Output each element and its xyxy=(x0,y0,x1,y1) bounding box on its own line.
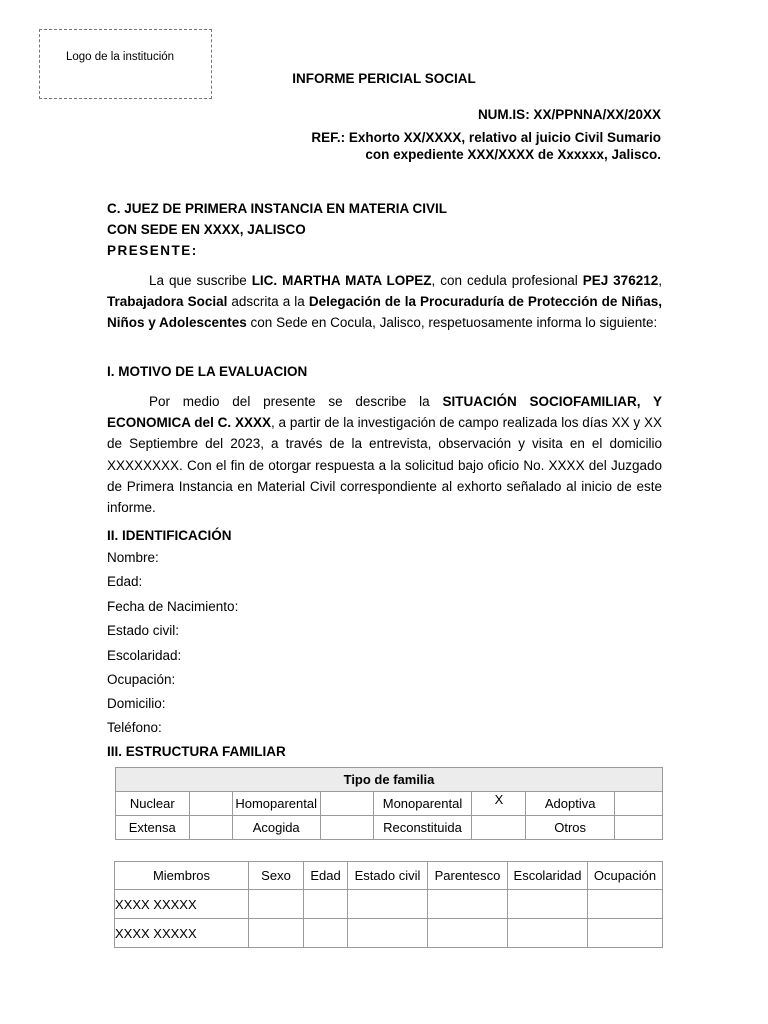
column-header: Miembros xyxy=(115,862,249,890)
field-domicilio: Domicilio: xyxy=(107,696,166,711)
reference-line-1: REF.: Exhorto XX/XXXX, relativo al juicio Civil Sumario xyxy=(311,130,661,145)
table-cell: Homoparental xyxy=(232,792,320,816)
column-header: Escolaridad xyxy=(508,862,588,890)
table-cell xyxy=(348,919,428,948)
table-row xyxy=(116,816,663,840)
section-3-heading: III. ESTRUCTURA FAMILIAR xyxy=(107,744,286,759)
table-cell: Monoparental xyxy=(373,792,472,816)
table-header-row xyxy=(115,862,663,890)
table-row xyxy=(115,919,663,948)
table-cell xyxy=(304,919,348,948)
table-cell: Acogida xyxy=(232,816,320,840)
table-cell xyxy=(249,919,304,948)
table-cell: XXXX XXXXX xyxy=(115,919,249,948)
table-row xyxy=(115,890,663,919)
document-title: INFORME PERICIAL SOCIAL xyxy=(292,71,476,86)
field-ocupacion: Ocupación: xyxy=(107,672,176,687)
field-telefono: Teléfono: xyxy=(107,720,162,735)
field-estado-civil: Estado civil: xyxy=(107,623,180,638)
field-escolaridad: Escolaridad: xyxy=(107,648,182,663)
table-cell xyxy=(508,890,588,919)
table-cell: XXXX XXXXX xyxy=(115,890,249,919)
column-header: Edad xyxy=(304,862,348,890)
column-header: Estado civil xyxy=(348,862,428,890)
table-cell-checked: X xyxy=(472,792,526,816)
institution-logo-placeholder xyxy=(39,29,212,99)
column-header: Ocupación xyxy=(588,862,663,890)
table-cell xyxy=(614,816,662,840)
table-cell: Otros xyxy=(526,816,614,840)
addressee-line-1: C. JUEZ DE PRIMERA INSTANCIA EN MATERIA CIVIL xyxy=(107,201,448,216)
table-cell xyxy=(588,890,663,919)
field-nombre: Nombre: xyxy=(107,550,159,565)
table-cell: Extensa xyxy=(116,816,190,840)
table-cell xyxy=(320,792,373,816)
column-header: Sexo xyxy=(249,862,304,890)
family-type-header: Tipo de familia xyxy=(116,768,663,792)
table-cell: Adoptiva xyxy=(526,792,614,816)
table-cell xyxy=(428,890,508,919)
section-2-heading: II. IDENTIFICACIÓN xyxy=(107,528,232,543)
family-members-table xyxy=(114,861,663,948)
table-cell xyxy=(428,919,508,948)
table-cell xyxy=(304,890,348,919)
table-row xyxy=(116,792,663,816)
column-header: Parentesco xyxy=(428,862,508,890)
table-cell: Reconstituida xyxy=(373,816,472,840)
field-fecha-nacimiento: Fecha de Nacimiento: xyxy=(107,599,239,614)
table-cell xyxy=(189,792,232,816)
presente-label: PRESENTE: xyxy=(107,243,198,258)
reference-line-2: con expediente XXX/XXXX de Xxxxxx, Jalisco. xyxy=(365,147,661,162)
table-cell xyxy=(249,890,304,919)
table-cell xyxy=(320,816,373,840)
field-edad: Edad: xyxy=(107,574,143,589)
table-cell xyxy=(508,919,588,948)
table-cell xyxy=(588,919,663,948)
logo-text: Logo de la institución xyxy=(66,51,175,63)
section-1-heading: I. MOTIVO DE LA EVALUACION xyxy=(107,364,308,379)
table-cell xyxy=(614,792,662,816)
intro-paragraph: La que suscribe LIC. MARTHA MATA LOPEZ, con cedula profesional PEJ 376212, Trabajadora Social adscrita a la Delegación de la Procuraduría de Protección de Niñas, Niños y Adolescentes con Sede en Cocula, Jalisco, respetuosamente informa lo siguiente: xyxy=(107,273,662,331)
reference-number: NUM.IS: XX/PPNNA/XX/20XX xyxy=(477,107,661,122)
table-cell xyxy=(348,890,428,919)
family-type-table xyxy=(115,767,663,840)
section-1-paragraph: Por medio del presente se describe la SITUACIÓN SOCIOFAMILIAR, Y ECONOMICA del C. XXXX, a partir de la investigación de campo realizada los días XX y XX de Septiembre del 2023, a través de la entrevista, observación y visita en el domicilio XXXXXXXX. Con el fin de otorgar respuesta a la solicitud bajo oficio No. XXXX del Juzgado de Primera Instancia en Material Civil correspondiente al exhorto señalado al inicio de este informe. xyxy=(107,394,662,516)
table-cell xyxy=(472,816,526,840)
table-cell xyxy=(189,816,232,840)
table-cell: Nuclear xyxy=(116,792,190,816)
addressee-line-2: CON SEDE EN XXXX, JALISCO xyxy=(107,222,306,237)
